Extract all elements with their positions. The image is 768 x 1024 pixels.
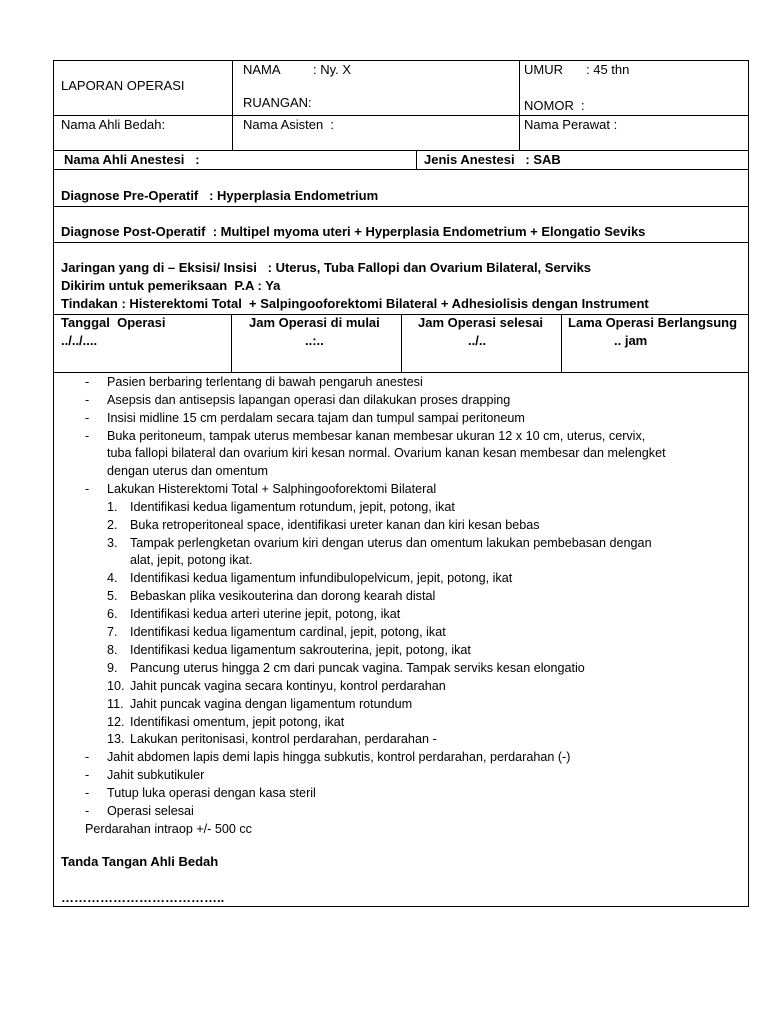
col-divider (401, 314, 402, 372)
jaringan-eksisi: Jaringan yang di – Eksisi/ Insisi : Uterus, Tuba Fallopi dan Ovarium Bilateral, Serviks (61, 260, 592, 275)
step-item: Lakukan peritonisasi, kontrol perdarahan, perdarahan - (130, 732, 437, 746)
diagnose-post: Diagnose Post-Operatif : Multipel myoma uteri + Hyperplasia Endometrium + Elongatio Seviks (61, 224, 646, 239)
nama-label: NAMA (243, 62, 281, 77)
row-divider (54, 206, 748, 207)
list-item: Lakukan Histerektomi Total + Salphingooforektomi Bilateral (107, 482, 437, 496)
jenis-anestesi-label: Jenis Anestesi : SAB (424, 152, 561, 167)
ruangan-label: RUANGAN: (243, 95, 312, 110)
surgery-report-form (53, 60, 749, 907)
step-number: 11. (107, 697, 124, 711)
step-item: Bebaskan plika vesikouterina dan dorong kearah distal (130, 589, 436, 603)
col-divider (561, 314, 562, 372)
step-item: Identifikasi omentum, jepit potong, ikat (130, 715, 345, 729)
jam-mulai-label: Jam Operasi di mulai (249, 315, 380, 330)
list-bullet: - (85, 482, 90, 496)
step-number: 10. (107, 679, 125, 693)
tindakan: Tindakan : Histerektomi Total + Salpingooforektomi Bilateral + Adhesiolisis dengan Instrument (61, 296, 649, 311)
list-item: Operasi selesai (107, 804, 194, 818)
list-item-continuation: tuba fallopi bilateral dan ovarium kiri kesan normal. Ovarium kanan kesan membesar dan melengket (107, 446, 666, 460)
jam-selesai-label: Jam Operasi selesai (418, 315, 544, 330)
perawat-label: Nama Perawat : (524, 117, 618, 132)
step-item: Identifikasi kedua ligamentum cardinal, jepit, potong, ikat (130, 625, 446, 639)
nomor-label: NOMOR : (524, 98, 585, 113)
step-number: 5. (107, 589, 118, 603)
step-number: 9. (107, 661, 118, 675)
step-item: Jahit puncak vagina secara kontinyu, kontrol perdarahan (130, 679, 446, 693)
list-bullet: - (85, 411, 90, 425)
list-item: Pasien berbaring terlentang di bawah pengaruh anestesi (107, 375, 423, 389)
list-bullet: - (85, 429, 90, 443)
col-divider (231, 314, 232, 372)
step-item: Jahit puncak vagina dengan ligamentum rotundum (130, 697, 413, 711)
lama-operasi-value: .. jam (614, 333, 648, 348)
dikirim-pa: Dikirim untuk pemeriksaan P.A : Ya (61, 278, 281, 293)
asisten-label: Nama Asisten : (243, 117, 335, 132)
nama-value: : Ny. X (313, 62, 352, 77)
step-item-continuation: alat, jepit, potong ikat. (130, 553, 253, 567)
step-number: 13. (107, 732, 125, 746)
row-divider (54, 242, 748, 243)
step-item: Identifikasi kedua ligamentum sakrouterina, jepit, potong, ikat (130, 643, 471, 657)
step-number: 7. (107, 625, 118, 639)
list-bullet: - (85, 786, 90, 800)
step-item: Identifikasi kedua ligamentum rotundum, jepit, potong, ikat (130, 500, 455, 514)
signature-label: Tanda Tangan Ahli Bedah (61, 854, 219, 869)
step-item: Pancung uterus hingga 2 cm dari puncak vagina. Tampak serviks kesan elongatio (130, 661, 585, 675)
tanggal-operasi-label: Tanggal Operasi (61, 315, 166, 330)
umur-value: : 45 thn (586, 62, 630, 77)
step-number: 2. (107, 518, 118, 532)
step-item: Identifikasi kedua ligamentum infundibulopelvicum, jepit, potong, ikat (130, 571, 513, 585)
list-item: Jahit subkutikuler (107, 768, 205, 782)
signature-line[interactable]: ……………………………….. (61, 890, 225, 905)
tanggal-operasi-value: ../../.... (61, 333, 98, 348)
step-number: 4. (107, 571, 118, 585)
step-number: 3. (107, 536, 118, 550)
row-divider (54, 372, 748, 373)
list-bullet: - (85, 804, 90, 818)
step-number: 1. (107, 500, 118, 514)
row-divider (54, 169, 748, 170)
step-item: Buka retroperitoneal space, identifikasi ureter kanan dan kiri kesan bebas (130, 518, 540, 532)
step-number: 6. (107, 607, 118, 621)
step-item: Tampak perlengketan ovarium kiri dengan uterus dan omentum lakukan pembebasan dengan (130, 536, 652, 550)
ahli-anestesi-label: Nama Ahli Anestesi : (64, 152, 200, 167)
col-divider (416, 150, 417, 169)
list-item: Jahit abdomen lapis demi lapis hingga subkutis, kontrol perdarahan, perdarahan (-) (107, 750, 571, 764)
blood-loss: Perdarahan intraop +/- 500 cc (85, 822, 252, 836)
form-title: LAPORAN OPERASI (61, 78, 185, 93)
step-item: Identifikasi kedua arteri uterine jepit, potong, ikat (130, 607, 401, 621)
list-item: Asepsis dan antisepsis lapangan operasi dan dilakukan proses drapping (107, 393, 511, 407)
lama-operasi-label: Lama Operasi Berlangsung (568, 315, 738, 330)
list-item: Insisi midline 15 cm perdalam secara tajam dan tumpul sampai peritoneum (107, 411, 525, 425)
list-bullet: - (85, 768, 90, 782)
list-bullet: - (85, 375, 90, 389)
jam-selesai-value: ../.. (468, 333, 487, 348)
step-number: 12. (107, 715, 125, 729)
col-divider (232, 61, 233, 150)
col-divider (519, 61, 520, 150)
list-bullet: - (85, 393, 90, 407)
diagnose-pre: Diagnose Pre-Operatif : Hyperplasia Endometrium (61, 188, 379, 203)
step-number: 8. (107, 643, 118, 657)
list-bullet: - (85, 750, 90, 764)
umur-label: UMUR (524, 62, 563, 77)
list-item: Tutup luka operasi dengan kasa steril (107, 786, 316, 800)
jam-mulai-value: ..:.. (305, 333, 324, 348)
list-item-continuation: dengan uterus dan omentum (107, 464, 269, 478)
list-item: Buka peritoneum, tampak uterus membesar kanan membesar ukuran 12 x 10 cm, uterus, cervix, (107, 429, 646, 443)
ahli-bedah-label: Nama Ahli Bedah: (61, 117, 166, 132)
